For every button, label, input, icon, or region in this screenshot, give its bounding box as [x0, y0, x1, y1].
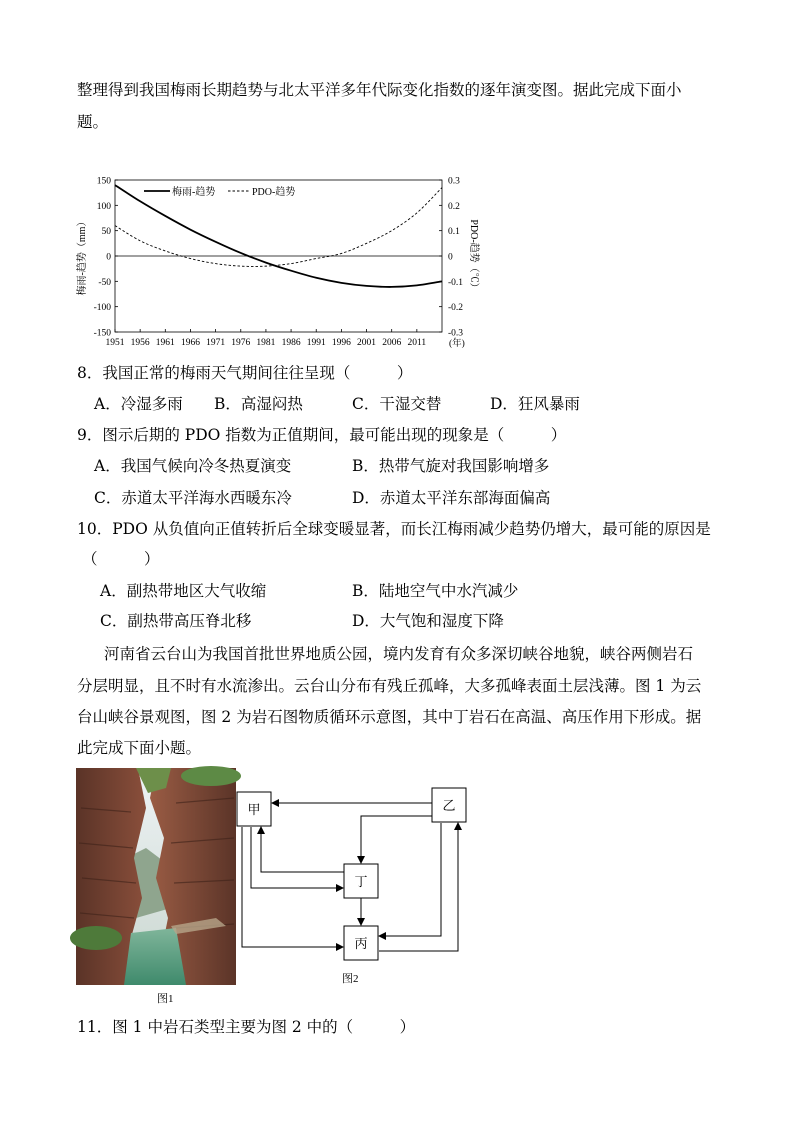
x-tick-label: 2006 [382, 338, 402, 348]
q8-option-a: A．冷湿多雨 [94, 395, 183, 413]
node-bing-label: 丙 [354, 937, 368, 952]
arrow-jia-ding [251, 827, 343, 888]
arrow-jia-bing [242, 827, 343, 947]
q9-option-a: A．我国气候向冷冬热夏演变 [94, 457, 292, 475]
intro-line-2: 题。 [77, 113, 109, 131]
rock-cycle-diagram [236, 786, 468, 964]
legend-meiyu-label: 梅雨-趋势 [172, 187, 216, 198]
series-meiyu-line [115, 185, 442, 287]
x-tick-label: 1961 [155, 338, 175, 348]
y-left-tick-label: 0 [106, 252, 111, 263]
series-pdo-line [115, 188, 442, 267]
arrow-ding-jia [261, 827, 344, 872]
meiyu-pdo-chart [72, 170, 479, 355]
x-tick-label: 1976 [231, 338, 251, 348]
q8-option-d: D．狂风暴雨 [490, 395, 580, 413]
y-left-tick-label: -150 [93, 328, 111, 339]
y-left-tick-label: -100 [93, 303, 111, 314]
node-ding-label: 丁 [354, 875, 368, 890]
y-left-title: 梅雨-趋势（mm） [77, 216, 88, 296]
q11-stem: 11．图 1 中岩石类型主要为图 2 中的（ ） [77, 1018, 416, 1036]
q9-option-c: C．赤道太平洋海水西暖东冷 [94, 489, 292, 507]
y-right-tick-label: 0 [448, 252, 453, 263]
canyon-photo [76, 768, 236, 985]
x-tick-label: 1956 [130, 338, 150, 348]
q8-option-c: C．干湿交替 [352, 395, 442, 413]
y-left-tick-label: -50 [98, 277, 111, 288]
x-tick-label: 1971 [206, 338, 226, 348]
passage-line-3: 台山峡谷景观图，图 2 为岩石图物质循环示意图，其中丁岩石在高温、高压作用下形成。据 [77, 708, 702, 726]
q10-stem: 10．PDO 从负值向正值转折后全球变暖显著，而长江梅雨减少趋势仍增大，最可能的原因是 [77, 520, 711, 538]
q10-option-a: A．副热带地区大气收缩 [100, 582, 267, 600]
arrow-yi-bing [379, 823, 441, 936]
x-tick-label: 1951 [105, 338, 125, 348]
x-unit-label: (年) [449, 339, 465, 349]
y-right-tick-label: 0.2 [448, 201, 460, 212]
x-tick-label: 1981 [256, 338, 276, 348]
y-right-title: PDO-趋势（℃） [468, 219, 479, 293]
passage-line-1: 河南省云台山为我国首批世界地质公园，境内发育有众多深切峡谷地貌，峡谷两侧岩石 [104, 645, 694, 663]
q10-option-c: C．副热带高压脊北移 [100, 612, 252, 630]
node-jia-label: 甲 [247, 803, 261, 818]
q10-paren: （ ） [82, 550, 160, 568]
fig2-caption: 图2 [342, 973, 359, 985]
x-tick-label: 2011 [407, 338, 427, 348]
passage-line-2: 分层明显，且不时有水流渗出。云台山分布有残丘孤峰，大多孤峰表面土层浅薄。图 1 为云 [77, 677, 702, 695]
arrow-yi-ding [361, 816, 432, 863]
y-left-tick-label: 100 [96, 201, 111, 212]
legend-pdo-label: PDO-趋势 [252, 187, 296, 198]
q8-stem: 8．我国正常的梅雨天气期间往往呈现（ ） [77, 364, 413, 382]
y-right-tick-label: 0.1 [448, 227, 460, 238]
q9-option-b: B．热带气旋对我国影响增多 [352, 457, 550, 475]
x-tick-label: 2001 [357, 338, 377, 348]
node-yi-label: 乙 [442, 799, 456, 814]
intro-line-1: 整理得到我国梅雨长期趋势与北太平洋多年代际变化指数的逐年演变图。据此完成下面小 [77, 81, 682, 99]
y-right-tick-label: -0.2 [448, 303, 464, 314]
x-tick-label: 1991 [306, 338, 326, 348]
fig1-caption: 图1 [157, 993, 174, 1005]
q8-option-b: B．高湿闷热 [214, 395, 303, 413]
x-tick-label: 1986 [281, 338, 301, 348]
y-left-tick-label: 50 [101, 227, 111, 238]
x-tick-label: 1996 [331, 338, 351, 348]
y-right-tick-label: 0.3 [448, 176, 460, 187]
q10-option-b: B．陆地空气中水汽减少 [352, 582, 519, 600]
x-tick-label: 1966 [180, 338, 200, 348]
arrow-bing-yi [379, 823, 458, 951]
q9-option-d: D．赤道太平洋东部海面偏高 [352, 489, 551, 507]
q9-stem: 9．图示后期的 PDO 指数为正值期间，最可能出现的现象是（ ） [77, 426, 567, 444]
chart-svg [72, 170, 479, 355]
q10-option-d: D．大气饱和湿度下降 [352, 612, 504, 630]
y-left-tick-label: 150 [96, 176, 111, 187]
y-right-tick-label: -0.1 [448, 277, 464, 288]
passage-line-4: 此完成下面小题。 [77, 739, 202, 757]
y-right-tick-label: -0.3 [448, 328, 464, 339]
